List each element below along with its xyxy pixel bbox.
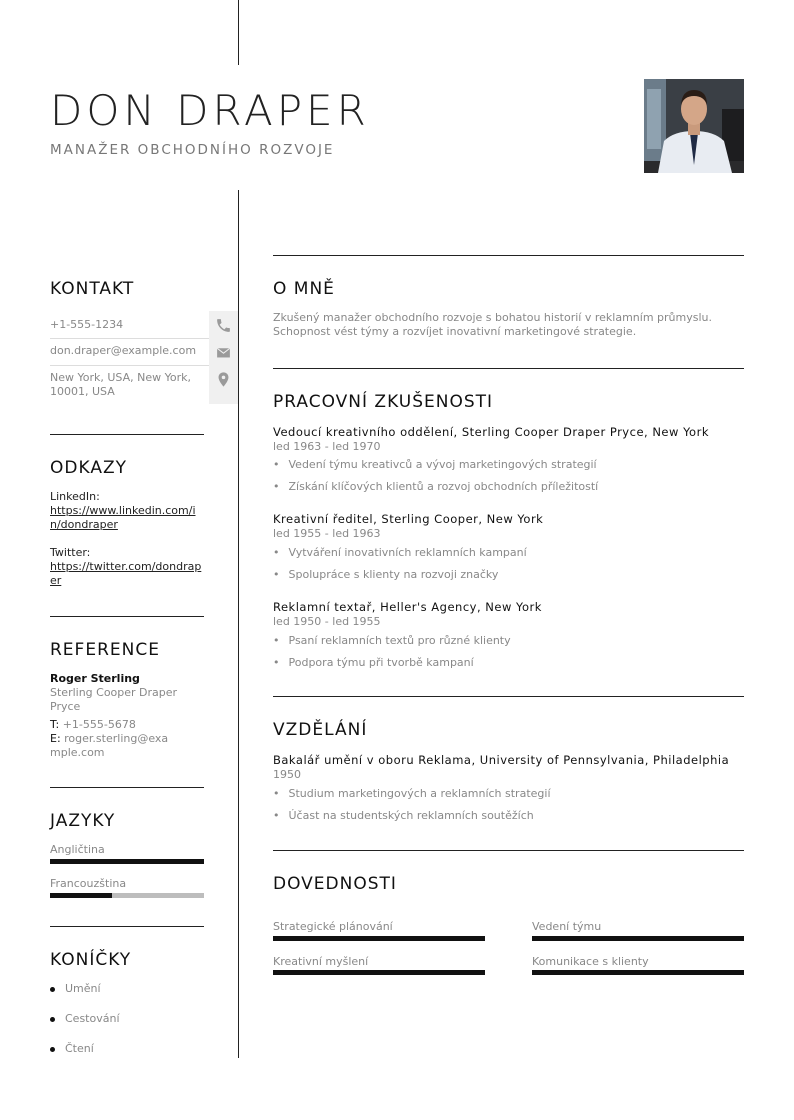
reference-name: Roger Sterling [50,672,140,685]
column-divider [238,190,239,1058]
skill-name: Strategické plánování [273,920,393,933]
linkedin-link[interactable]: https://www.linkedin.com/in/dondraper [50,504,196,531]
language-level-fill [50,859,204,864]
contact-address: New York, USA, New York, 10001, USA [50,371,191,398]
top-divider [238,0,239,65]
job-bullet: • Vytváření inovativních reklamních kampaní [273,546,527,559]
divider-education [273,696,744,697]
contact-heading: KONTAKT [50,279,135,299]
linkedin-label: LinkedIn: [50,490,100,503]
bullet-dot [50,1047,55,1052]
contact-phone: +1-555-1234 [50,318,124,331]
candidate-title: MANAŽER OBCHODNÍHO ROZVOJE [50,142,335,158]
languages-heading: JAZYKY [50,811,116,831]
reference-heading: REFERENCE [50,640,160,660]
bullet-dot [50,987,55,992]
education-year: 1950 [273,768,301,781]
reference-phone-label: T: [50,718,60,731]
skill-name: Kreativní myšlení [273,955,369,968]
profile-photo [644,79,744,173]
job-dates: led 1963 - led 1970 [273,440,381,453]
hobby-label: Umění [65,982,101,995]
language-level-bar [50,893,204,898]
education-degree: Bakalář umění v oboru Reklama, University of Pennsylvania, Philadelphia [273,753,730,767]
hobby-label: Cestování [65,1012,120,1025]
divider-about [273,255,744,256]
reference-phone-value: +1-555-5678 [62,718,136,731]
skill-name: Vedení týmu [532,920,602,933]
job-dates: led 1955 - led 1963 [273,527,381,540]
experience-heading: PRACOVNÍ ZKUŠENOSTI [273,392,494,412]
divider-reference [50,616,204,617]
job-bullet: • Podpora týmu při tvorbě kampaní [273,656,474,669]
twitter-link[interactable]: https://twitter.com/dondraper [50,560,202,587]
skills-heading: DOVEDNOSTI [273,874,397,894]
job-bullet: • Psaní reklamních textů pro různé klienty [273,634,511,647]
education-heading: VZDĚLÁNÍ [273,720,368,740]
divider-experience [273,368,744,369]
job-title: Vedoucí kreativního oddělení, Sterling Cooper Draper Pryce, New York [273,425,709,439]
hobby-label: Čtení [65,1042,94,1055]
language-name: Francouzština [50,877,127,890]
hobby-item [50,1042,94,1055]
reference-phone [50,718,178,732]
skill-level-bar [532,936,744,941]
skill-name: Komunikace s klienty [532,955,649,968]
twitter-label: Twitter: [50,546,91,559]
education-bullet: • Účast na studentských reklamních soutěžích [273,809,534,822]
contact-separator [50,338,210,339]
divider-hobbies [50,926,204,927]
bullet-dot [50,1017,55,1022]
phone-icon [215,317,232,334]
language-level-fill [50,893,112,898]
job-dates: led 1950 - led 1955 [273,615,381,628]
reference-email-value: roger.sterling@example.com [50,732,169,759]
links-heading: ODKAZY [50,458,127,478]
skill-level-bar [273,970,485,975]
skill-level-fill [532,970,744,975]
job-title: Reklamní textař, Heller's Agency, New York [273,600,542,614]
contact-separator [50,365,210,366]
contact-email: don.draper@example.com [50,344,197,357]
job-bullet: • Získání klíčových klientů a rozvoj obchodních příležitostí [273,480,598,493]
email-icon [215,344,232,361]
skill-level-bar [273,936,485,941]
job-bullet: • Vedení týmu kreativců a vývoj marketingových strategií [273,458,597,471]
reference-email [50,732,178,760]
portrait-image [644,79,744,173]
skill-level-bar [532,970,744,975]
skill-level-fill [532,936,744,941]
contact-icon-column [209,311,238,404]
job-title: Kreativní ředitel, Sterling Cooper, New York [273,512,544,526]
hobby-item [50,1012,120,1025]
education-bullet: • Studium marketingových a reklamních strategií [273,787,551,800]
about-heading: O MNĚ [273,279,335,299]
skill-level-fill [273,936,485,941]
language-level-bar [50,859,204,864]
divider-links [50,434,204,435]
candidate-name: DON DRAPER [50,86,370,135]
reference-company: Sterling Cooper Draper Pryce [50,686,178,713]
hobby-item [50,982,101,995]
skill-level-fill [273,970,485,975]
location-icon [215,371,232,388]
reference-email-label: E: [50,732,61,745]
language-name: Angličtina [50,843,105,856]
hobbies-heading: KONÍČKY [50,950,132,970]
divider-skills [273,850,744,851]
job-bullet: • Spolupráce s klienty na rozvoji značky [273,568,498,581]
divider-languages [50,787,204,788]
about-text: Zkušený manažer obchodního rozvoje s bohatou historií v reklamním průmyslu. Schopnost vést týmy a rozvíjet inovativní marketingové strategie. [273,311,712,338]
